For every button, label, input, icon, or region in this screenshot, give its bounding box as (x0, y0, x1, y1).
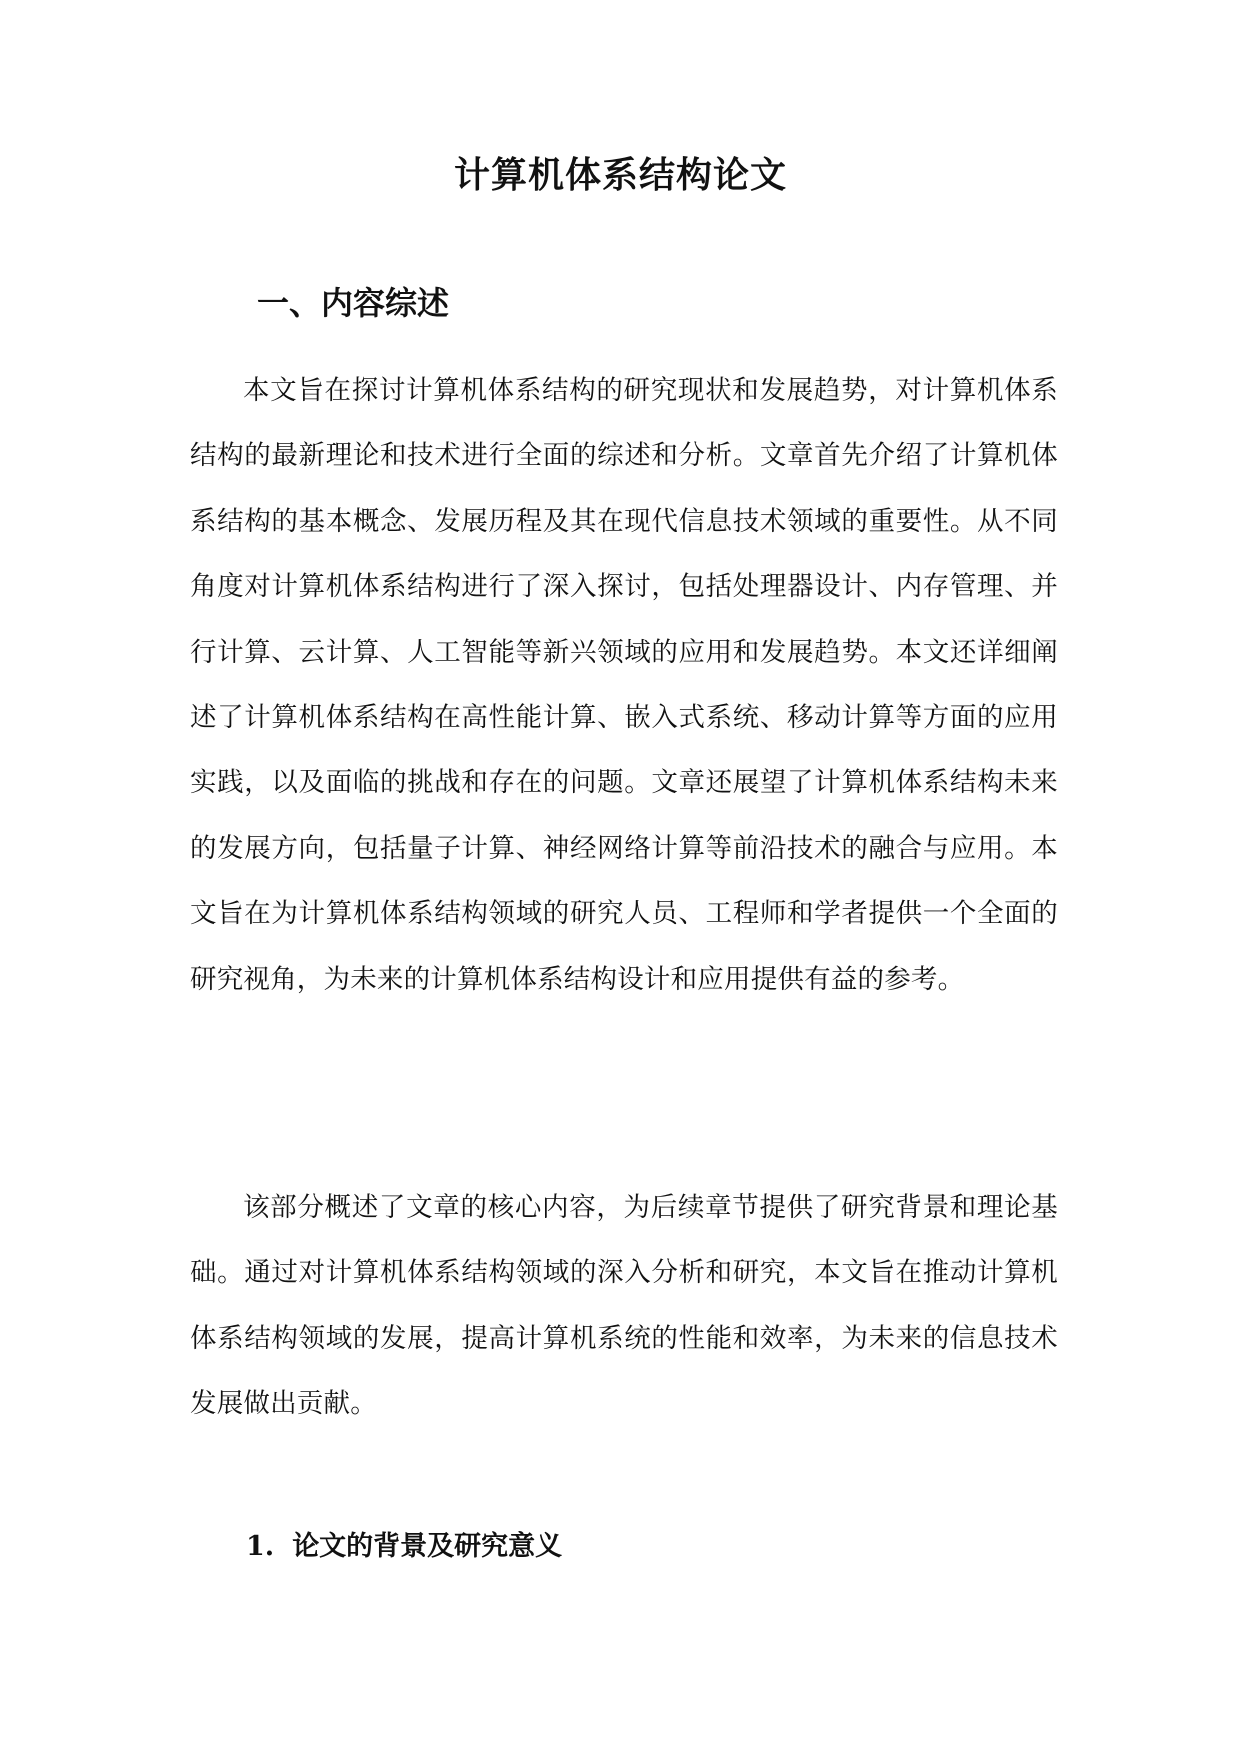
subsection-number: 1. (246, 1531, 275, 1562)
subsection-title: 论文的背景及研究意义 (292, 1531, 563, 1562)
body-paragraph-1: 本文旨在探讨计算机体系结构的研究现状和发展趋势，对计算机体系结构的最新理论和技术进行全面的综述和分析。文章首先介绍了计算机体系结构的基本概念、发展历程及其在现代信息技术领域的重要性。从不同角度对计算机体系结构进行了深入探讨，包括处理器设计、内存管理、并行计算、云计算、人工智能等新兴领域的应用和发展趋势。本文还详细阐述了计算机体系结构在高性能计算、嵌入式系统、移动计算等方面的应用实践，以及面临的挑战和存在的问题。文章还展望了计算机体系结构未来的发展方向，包括量子计算、神经网络计算等前沿技术的融合与应用。本文旨在为计算机体系结构领域的研究人员、工程师和学者提供一个全面的研究视角，为未来的计算机体系结构设计和应用提供有益的参考。 (190, 375, 1058, 995)
section-heading: 一、内容综述 (257, 284, 450, 322)
document-title: 计算机体系结构论文 (453, 154, 787, 196)
subsection-heading (246, 1525, 562, 1569)
body-paragraph-2: 该部分概述了文章的核心内容，为后续章节提供了研究背景和理论基础。通过对计算机体系结构领域的深入分析和研究，本文旨在推动计算机体系结构领域的发展，提高计算机系统的性能和效率，为未来的信息技术发展做出贡献。 (190, 1192, 1058, 1420)
